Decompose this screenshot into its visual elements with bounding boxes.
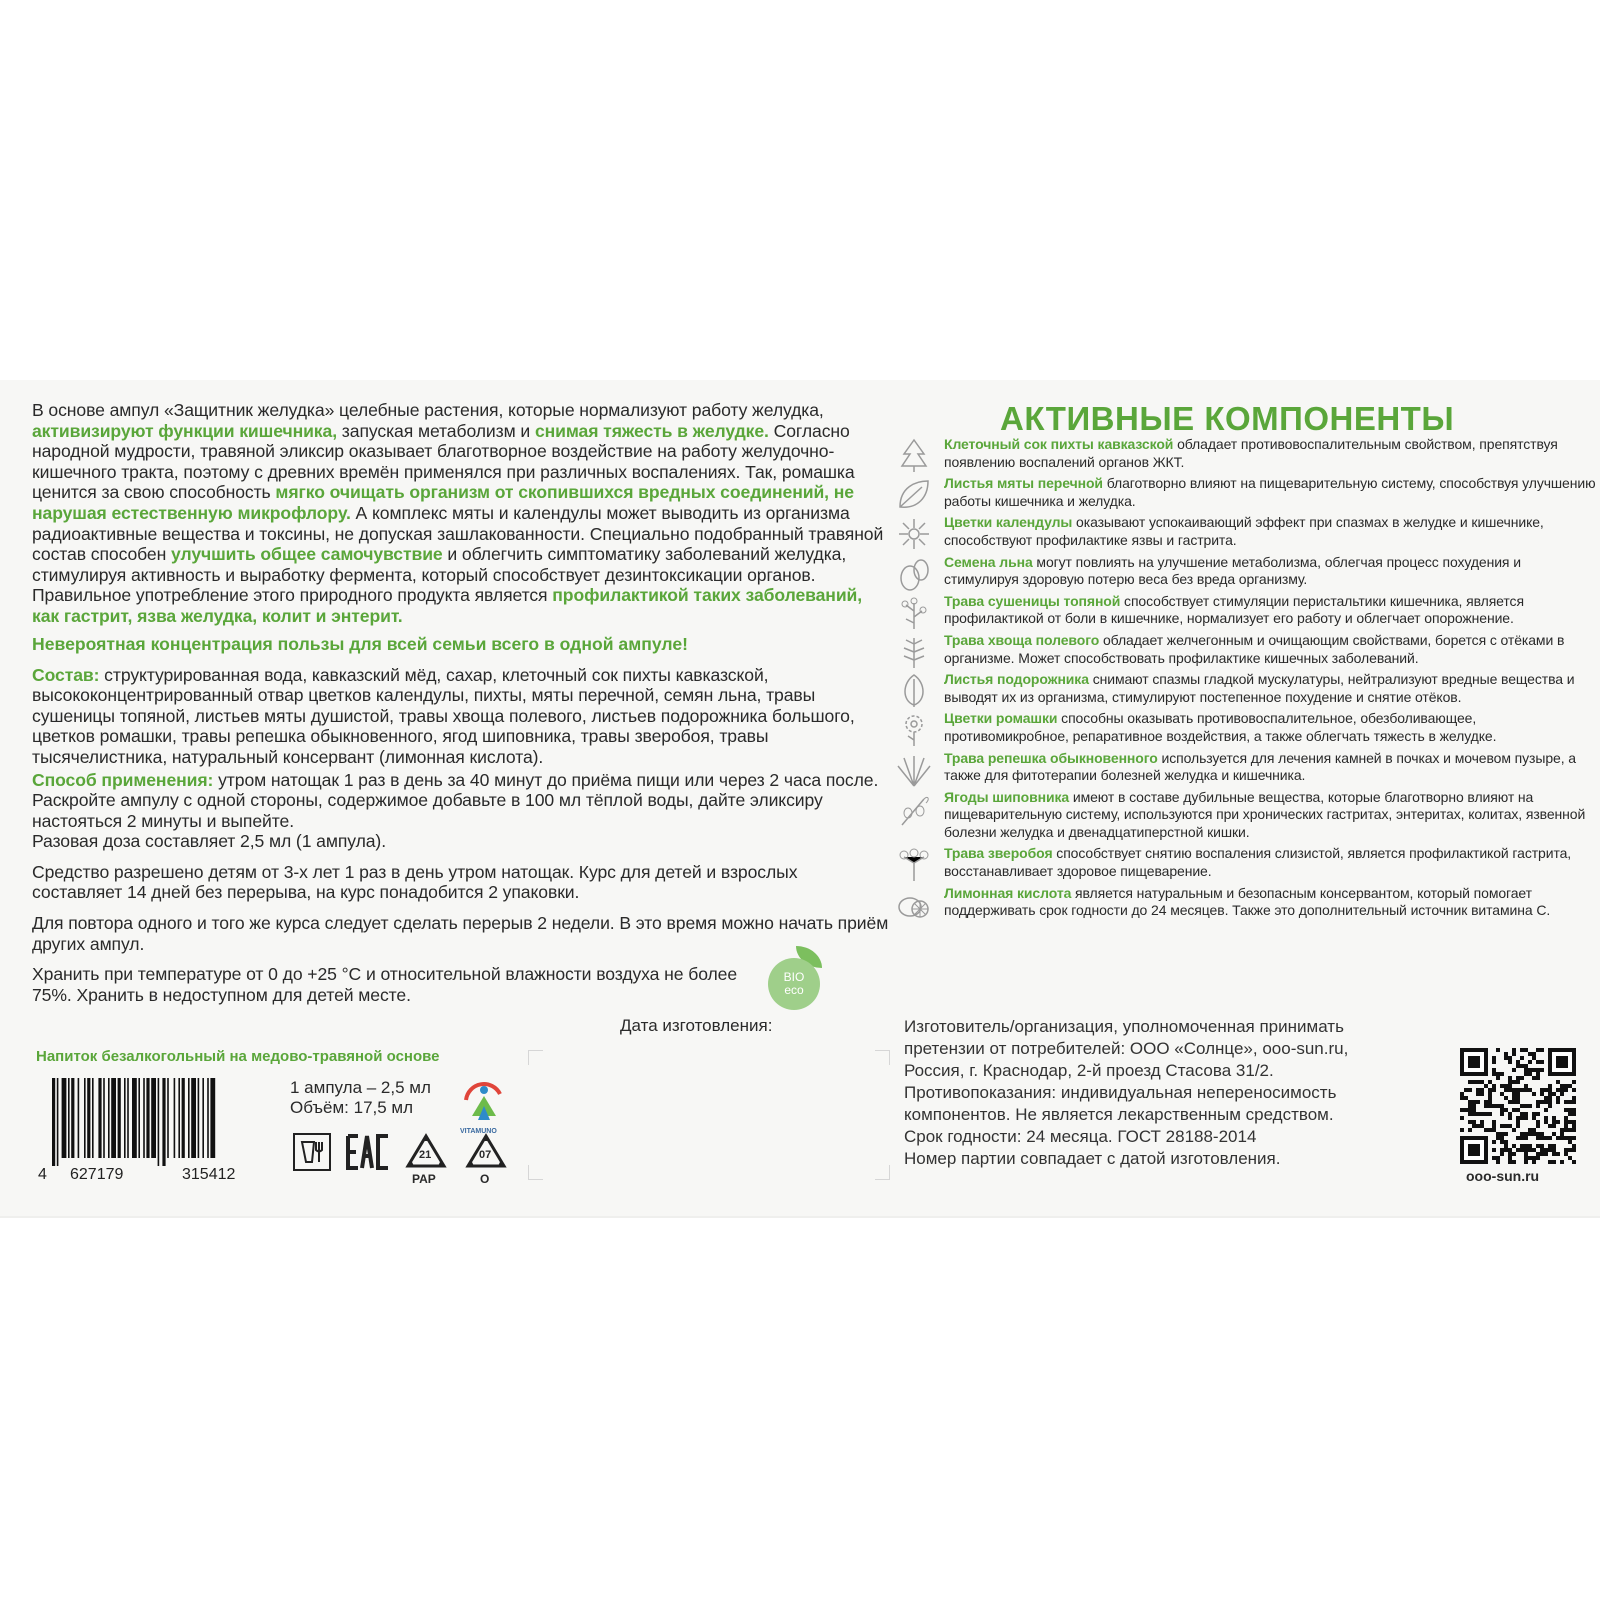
ingredient-name: Листья мяты перечной bbox=[944, 475, 1103, 492]
volume-info bbox=[290, 1078, 431, 1118]
ingredient-item bbox=[896, 885, 1596, 920]
ingredient-item bbox=[896, 710, 1596, 745]
ingredient-name: Трава репешка обыкновенного bbox=[944, 749, 1158, 766]
ingredient-description: благотворно влияют на пищеварительную систему, способствуя улучшению работы кишечника и желудка. bbox=[944, 475, 1596, 509]
fir-tree-icon bbox=[896, 438, 932, 474]
intro-text-4: А комплекс мяты и календулы может выводить из организма радиоактивные вещества и токсины, не допуская зашлакованности. Специально подобранный травяной состав способен bbox=[32, 502, 884, 565]
plantain-leaf-icon bbox=[896, 673, 932, 709]
intro-text-2: запуская метаболизм и bbox=[337, 420, 535, 441]
ingredient-description: способствует стимуляции перистальтики кишечника, является профилактикой от боли в кишечнике, нормализует его работу и облегчает опорожнение. bbox=[944, 592, 1524, 627]
ingredient-name: Ягоды шиповника bbox=[944, 788, 1070, 805]
manufacture-date-box bbox=[528, 1050, 890, 1180]
drink-note: Напиток безалкогольный на медово-травяной основе bbox=[36, 1048, 440, 1065]
ingredient-item bbox=[896, 632, 1596, 667]
ingredient-description: используется для лечения камней в почках и мочевом пузыре, а также для фитотерапии болезней желудка и кишечника. bbox=[944, 749, 1576, 784]
bio-logo-text: BIO bbox=[783, 970, 805, 984]
lemon-icon bbox=[896, 887, 932, 923]
manufacture-date-label: Дата изготовления: bbox=[620, 1016, 773, 1035]
intro-highlight-3: мягко очищать организм от скопившихся вредных соединений, не нарушая естественную микрофлору. bbox=[32, 482, 854, 523]
rosehip-berries-icon bbox=[896, 791, 932, 827]
food-contact-icon bbox=[292, 1132, 332, 1172]
manufacturer-info bbox=[904, 1016, 1444, 1170]
o-number: 07 bbox=[479, 1149, 492, 1161]
ingredient-description: обладает противовоспалительным свойством, препятствуя появлению воспалений органов ЖКТ. bbox=[944, 436, 1558, 470]
ingredient-item bbox=[896, 845, 1596, 880]
ingredient-name: Трава зверобоя bbox=[944, 845, 1053, 862]
composition-paragraph bbox=[32, 665, 892, 768]
cudweed-plant-icon bbox=[896, 595, 932, 631]
intro-paragraph bbox=[32, 400, 892, 627]
description-column bbox=[32, 400, 892, 1005]
intro-text-1: В основе ампул «Защитник желудка» целебные растения, которые нормализуют работу желудка, bbox=[32, 400, 824, 420]
ingredient-name: Цветки ромашки bbox=[944, 710, 1058, 727]
barcode-digits-2: 627179 bbox=[70, 1166, 124, 1183]
ingredient-description: могут повлиять на улучшение метаболизма, облегчая процесс похудения и стимулируя здоровую потерю веса без вреда организму. bbox=[944, 553, 1521, 588]
ingredient-item bbox=[896, 671, 1596, 706]
bio-eco-logo bbox=[768, 958, 820, 1010]
calendula-flower-icon bbox=[896, 516, 932, 552]
vitamuno-label: VITAMUNO bbox=[460, 1128, 497, 1135]
product-label-card bbox=[0, 380, 1600, 1218]
barcode-digit-1: 4 bbox=[38, 1166, 47, 1183]
ingredient-description: имеют в составе дубильные вещества, которые благотворно влияют на пищеварительную систему, используются при хронических гастритах, энтеритах, колитах, язвенной болезни желудка и двенадцатиперстной кишки. bbox=[944, 788, 1586, 840]
st-johns-wort-icon bbox=[896, 847, 932, 883]
ingredient-name: Трава сушеницы топяной bbox=[944, 592, 1121, 609]
chamomile-flower-icon bbox=[896, 712, 932, 748]
repeat-paragraph: Для повтора одного и того же курса следует сделать перерыв 2 недели. В это время можно начать приём других ампул. bbox=[32, 913, 889, 954]
composition-label: Состав: bbox=[32, 664, 100, 685]
eac-mark-icon bbox=[346, 1132, 390, 1172]
intro-highlight-2: снимая тяжесть в желудке. bbox=[534, 420, 769, 441]
shelf-life-line: Срок годности: 24 месяца. ГОСТ 28188-2014 bbox=[904, 1127, 1257, 1146]
maker-line: Изготовитель/организация, уполномоченная принимать bbox=[904, 1017, 1344, 1036]
maker-line: Россия, г. Краснодар, 2-й проезд Стасова 31/2. bbox=[904, 1061, 1274, 1080]
intro-text-3: Согласно народной мудрости, травяной эликсир оказывает благотворное воздействие на работу желудочно-кишечного тракта, поэтому с древних времён применялся при различных воспалениях. Так, ромашка ценится за свою способность bbox=[32, 420, 855, 503]
intro-highlight-4: улучшить общее самочувствие bbox=[171, 544, 443, 565]
ingredient-item bbox=[896, 593, 1596, 628]
ingredient-description: способствует снятию воспаления слизистой, является профилактикой гастрита, восстанавливает здоровое пищеварение. bbox=[944, 845, 1572, 880]
ingredient-name: Цветки календулы bbox=[944, 514, 1073, 531]
ingredient-name: Трава хвоща полевого bbox=[944, 631, 1100, 648]
ampula-volume: 1 ампула – 2,5 мл bbox=[290, 1078, 431, 1097]
agrimony-grass-icon bbox=[896, 752, 932, 788]
flax-seed-icon bbox=[896, 556, 932, 592]
ingredient-item bbox=[896, 436, 1596, 471]
usage-paragraph bbox=[32, 770, 892, 852]
website-label: ooo-sun.ru bbox=[1466, 1168, 1540, 1184]
vitamuno-logo-icon bbox=[462, 1080, 504, 1128]
ingredient-item bbox=[896, 514, 1596, 549]
barcode-digits-3: 315412 bbox=[182, 1166, 236, 1183]
ingredient-item bbox=[896, 475, 1596, 510]
mint-leaf-icon bbox=[896, 477, 932, 513]
ingredient-name: Листья подорожника bbox=[944, 671, 1089, 688]
children-paragraph: Средство разрешено детям от 3-х лет 1 раз в день утром натощак. Курс для детей и взрослых составляет 14 дней без перерыва, на курс понадобится 2 упаковки. bbox=[32, 861, 798, 903]
ingredient-name: Клеточный сок пихты кавказской bbox=[944, 436, 1174, 452]
batch-line: Номер партии совпадает с датой изготовления. bbox=[904, 1149, 1281, 1168]
horsetail-plant-icon bbox=[896, 634, 932, 670]
ingredient-description: снимают спазмы гладкой мускулатуры, нейтрализуют вредные вещества и выводят их из организма, стимулируют постепенное похудение и снятие отёков. bbox=[944, 671, 1575, 705]
total-volume: Объём: 17,5 мл bbox=[290, 1098, 414, 1117]
ingredient-name: Семена льна bbox=[944, 553, 1033, 570]
intro-highlight-1: активизируют функции кишечника, bbox=[32, 420, 337, 441]
ingredient-description: является натуральным и безопасным консервантом, который помогает поддерживать срок годности до 24 месяцев. Также это дополнительный источник витамина С. bbox=[944, 884, 1551, 919]
usage-text: утром натощак 1 раз в день за 40 минут до приёма пищи или через 2 часа после. Раскройте ампулу с одной стороны, содержимое добавьте в 100 мл тёплой воды, дайте эликсиру настояться 2 минуты и выпейте. bbox=[32, 769, 879, 831]
intro-highlight-5: профилактикой таких заболеваний, как гастрит, язва желудка, колит и энтерит. bbox=[32, 585, 863, 626]
pap-number: 21 bbox=[419, 1149, 432, 1161]
usage-label: Способ применения: bbox=[32, 769, 214, 790]
ingredient-name: Лимонная кислота bbox=[944, 884, 1072, 901]
ingredient-item bbox=[896, 789, 1596, 842]
eco-logo-text: eco bbox=[784, 983, 804, 997]
ingredient-list bbox=[896, 436, 1596, 924]
ingredient-description: способны оказывать противовоспалительное, обезболивающее, противомикробное, репаративное воздействия, а также облегчать тяжесть в желудке. bbox=[944, 710, 1497, 744]
slogan: Невероятная концентрация пользы для всей семьи всего в одной ампуле! bbox=[32, 633, 688, 654]
pap-label: PAP bbox=[412, 1172, 436, 1186]
ingredient-item bbox=[896, 750, 1596, 785]
ingredient-description: оказывают успокаивающий эффект при спазмах в желудке и кишечнике, способствуют профилактике язвы и гастрита. bbox=[944, 514, 1544, 548]
maker-line: претензии от потребителей: ООО «Солнце», ooo-sun.ru, bbox=[904, 1039, 1349, 1058]
ingredient-description: обладает желчегонным и очищающим свойствами, борется с отёками в организме. Может способствовать профилактике кишечных заболеваний. bbox=[944, 631, 1565, 666]
composition-text: структурированная вода, кавказский мёд, сахар, клеточный сок пихты кавказской, высококонцентрированный отвар цветков календулы, пихты, мяты перечной, семян льна, травы сушеницы топяной, листьев мяты душистой, травы хвоща полевого, листьев подорожника большого, цветков ромашки, травы репешка обыкновенного, ягод шиповника, травы зверобоя, травы тысячелистника, натуральный консервант (лимонная кислота). bbox=[32, 664, 855, 767]
storage-paragraph: Хранить при температуре от 0 до +25 °С и относительной влажности воздуха не более 75%. Хранить в недоступном для детей месте. bbox=[32, 964, 738, 1005]
qr-code bbox=[1460, 1048, 1576, 1164]
ingredient-item bbox=[896, 554, 1596, 589]
o-label: O bbox=[480, 1172, 490, 1186]
barcode bbox=[52, 1078, 272, 1166]
contraindications-line: Противопоказания: индивидуальная непереносимость bbox=[904, 1083, 1337, 1102]
intro-text-5: и облегчить симптоматику заболеваний желудка, стимулируя активность и выработку фермента, который способствует дезинтоксикации органов. Правильное употребление этого природного продукта является bbox=[32, 544, 847, 606]
contraindications-line: компонентов. Не является лекарственным средством. bbox=[904, 1105, 1334, 1124]
dose-text: Разовая доза составляет 2,5 мл (1 ампула). bbox=[32, 831, 386, 852]
active-components-title: АКТИВНЫЕ КОМПОНЕНТЫ bbox=[1000, 400, 1455, 437]
